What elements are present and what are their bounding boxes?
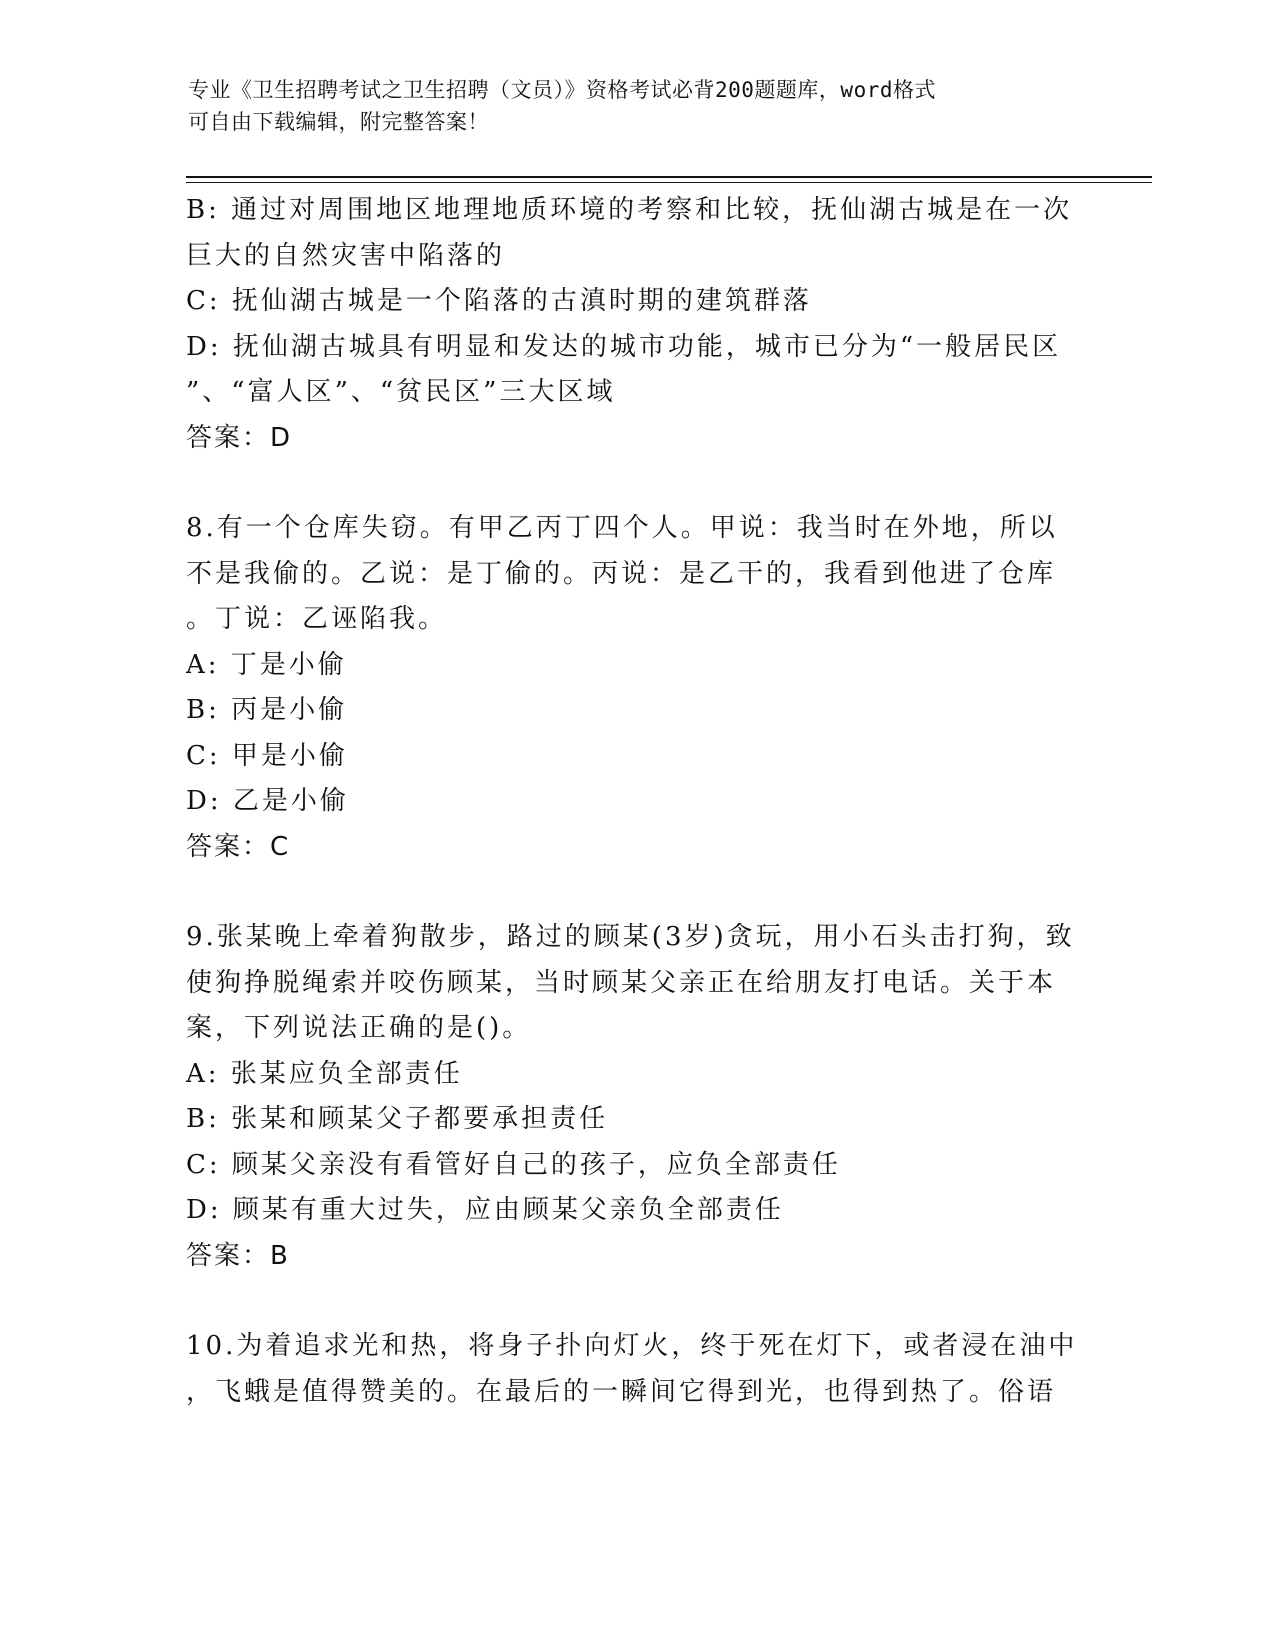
q8-stem-line-3: 。丁说：乙诬陷我。 bbox=[186, 604, 448, 634]
document-header bbox=[188, 74, 1068, 138]
q9-stem-line-3: 案，下列说法正确的是()。 bbox=[186, 1013, 532, 1043]
header-title-line-1: 专业《卫生招聘考试之卫生招聘（文员）》资格考试必背200题题库，word格式 bbox=[188, 78, 936, 102]
q8-option-d: D: 乙是小偷 bbox=[186, 786, 349, 816]
q10-stem-line-2: ，飞蛾是值得赞美的。在最后的一瞬间它得到光，也得到热了。俗语 bbox=[186, 1376, 1057, 1407]
spacer bbox=[186, 1279, 1086, 1324]
question-9 bbox=[186, 915, 1086, 1279]
q8-option-b: B: 丙是小偷 bbox=[186, 695, 348, 725]
header-divider-thin bbox=[186, 182, 1152, 183]
question-10 bbox=[186, 1324, 1086, 1415]
q9-option-b: B: 张某和顾某父子都要承担责任 bbox=[186, 1104, 609, 1134]
q9-option-c: C: 顾某父亲没有看管好自己的孩子，应负全部责任 bbox=[186, 1149, 841, 1180]
q10-stem-line-1: 10.为着追求光和热，将身子扑向灯火，终于死在灯下，或者浸在油中 bbox=[186, 1331, 1078, 1361]
q7-option-b-line-2: 巨大的自然灾害中陷落的 bbox=[186, 240, 506, 271]
document-body bbox=[186, 188, 1086, 1415]
spacer bbox=[186, 461, 1086, 506]
q8-stem-line-2: 不是我偷的。乙说：是丁偷的。丙说：是乙干的，我看到他进了仓库 bbox=[186, 558, 1057, 589]
q9-stem-line-2: 使狗挣脱绳索并咬伤顾某，当时顾某父亲正在给朋友打电话。关于本 bbox=[186, 967, 1057, 998]
spacer bbox=[186, 870, 1086, 915]
q7-answer: 答案：D bbox=[186, 422, 293, 453]
q7-option-c: C: 抚仙湖古城是一个陷落的古滇时期的建筑群落 bbox=[186, 286, 812, 316]
q8-option-a: A: 丁是小偷 bbox=[186, 649, 347, 680]
q7-option-d-line-1: D: 抚仙湖古城具有明显和发达的城市功能，城市已分为“一般居民区 bbox=[186, 331, 1062, 362]
q9-stem-line-1: 9.张某晚上牵着狗散步，路过的顾某(3岁)贪玩，用小石头击打狗，致 bbox=[186, 922, 1075, 952]
q9-answer: 答案：B bbox=[186, 1240, 290, 1271]
q7-option-b-line-1: B: 通过对周围地区地理地质环境的考察和比较，抚仙湖古城是在一次 bbox=[186, 195, 1073, 225]
question-8 bbox=[186, 506, 1086, 870]
q9-option-a: A: 张某应负全部责任 bbox=[186, 1058, 463, 1089]
question-7-tail bbox=[186, 188, 1086, 461]
q8-stem-line-1: 8.有一个仓库失窃。有甲乙丙丁四个人。甲说：我当时在外地，所以 bbox=[186, 513, 1058, 543]
header-divider-thick bbox=[186, 176, 1152, 178]
q9-option-d: D: 顾某有重大过失，应由顾某父亲负全部责任 bbox=[186, 1195, 784, 1225]
q8-option-c: C: 甲是小偷 bbox=[186, 740, 348, 771]
q7-option-d-line-2: ”、“富人区”、“贫民区”三大区域 bbox=[186, 377, 616, 407]
header-title-line-2: 可自由下载编辑，附完整答案！ bbox=[188, 110, 489, 134]
q8-answer: 答案：C bbox=[186, 831, 291, 862]
